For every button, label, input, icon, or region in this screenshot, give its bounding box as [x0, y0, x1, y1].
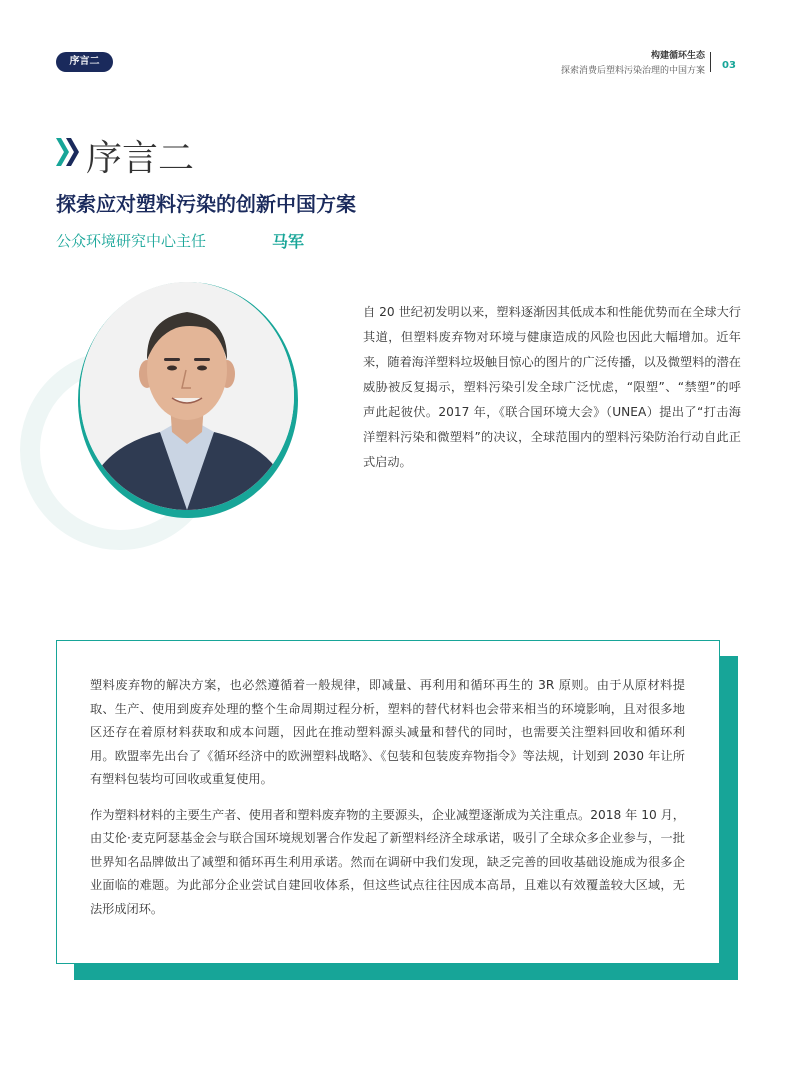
callout-paragraph: 塑料废弃物的解决方案，也必然遵循着一般规律，即减量、再利用和循环再生的 3R 原则。由于从原材料提取、生产、使用到废弃处理的整个生命周期过程分析，塑料的替代材料也会带来相当的环境影响，且对很多地区还存在着原材料获取和成本问题，因此在推动塑料源头减量和替代的同时，也需要关注塑料回收和循环利用。欧盟率先出台了《循环经济中的欧洲塑料战略》、《包装和包装废弃物指令》等法规，计划到 2030 年让所有塑料包装均可回收或重复使用。: [90, 678, 685, 786]
page-number: 03: [722, 60, 736, 71]
double-chevron-icon: [56, 134, 80, 170]
callout-box: [56, 640, 720, 964]
running-header: [561, 49, 705, 78]
section-title: 序言二: [86, 138, 195, 179]
author-name: 马军: [272, 232, 305, 251]
portrait-photo: [80, 282, 294, 510]
report-title: 构建循环生态: [650, 51, 705, 61]
section-badge: 序言二: [56, 52, 113, 72]
intro-paragraph: 自 20 世纪初发明以来，塑料逐渐因其低成本和性能优势而在全球大行其道，但塑料废弃物对环境与健康造成的风险也因此大幅增加。近年来，随着海洋塑料垃圾触目惊心的图片的广泛传播，以及微塑料的潜在威胁被反复揭示，塑料污染引发全球广泛忧虑，“限塑”、“禁塑”的呼声此起彼伏。2017 年，《联合国环境大会》（UNEA）提出了“打击海洋塑料污染和微塑料”的决议，全球范围内的塑料污染防治行动自此正式启动。: [363, 305, 741, 469]
article-headline: 探索应对塑料污染的创新中国方案: [56, 192, 356, 216]
callout-paragraph: 作为塑料材料的主要生产者、使用者和塑料废弃物的主要源头，企业减塑逐渐成为关注重点。2018 年 10 月，由艾伦·麦克阿瑟基金会与联合国环境规划署合作发起了新塑料经济全球承诺，吸引了全球众多企业参与，一批世界知名品牌做出了减塑和循环再生利用承诺。然而在调研中我们发现，缺乏完善的回收基础设施成为很多企业面临的难题。为此部分企业尝试自建回收体系，但这些试点往往因成本高昂，且难以有效覆盖较大区域，无法形成闭环。: [90, 807, 685, 916]
author-role: 公众环境研究中心主任: [56, 232, 207, 250]
header-divider: [710, 52, 711, 72]
author-portrait: [80, 282, 294, 510]
report-subtitle: 探索消费后塑料污染治理的中国方案: [560, 66, 705, 76]
